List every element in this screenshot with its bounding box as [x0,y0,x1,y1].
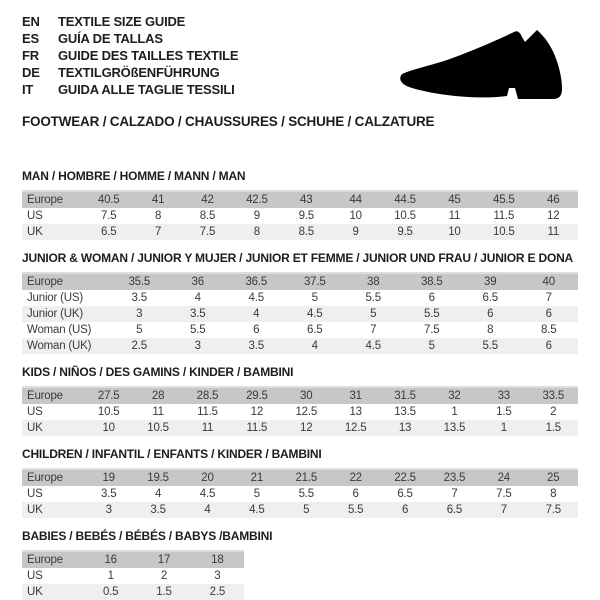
size-cell: 11 [183,420,232,436]
size-cell: 12 [282,420,331,436]
size-cell: 3.5 [133,502,182,518]
row-label: Europe [22,273,110,290]
language-code: IT [22,82,34,97]
size-cell: 7.5 [496,488,512,500]
size-cell: 1 [107,570,114,582]
size-cell: 46 [529,191,578,208]
size-cell: 29.5 [232,387,281,404]
size-cell: 3.5 [227,338,286,354]
size-cell: 37.5 [286,273,345,290]
size-cell: 10.5 [133,420,182,436]
size-cell: 6 [428,292,435,304]
table-row [22,502,578,518]
table-row [22,191,578,208]
size-cell: 5 [403,338,462,354]
size-cell: 3 [110,306,169,322]
section-title: CHILDREN / INFANTIL / ENFANTS / KINDER / BAMBINI [22,447,322,461]
size-cell: 1.5 [137,584,190,600]
table-row [22,208,578,224]
size-cell: 2 [160,570,168,582]
size-cell: 5.5 [190,324,206,336]
size-cell: 3.5 [169,306,228,322]
size-cell: 8 [550,488,557,500]
size-cell: 31.5 [380,387,429,404]
size-cell: 5 [344,306,403,322]
size-cell: 4.5 [232,502,281,518]
table-row [22,224,578,240]
size-cell: 7 [451,488,458,500]
size-cell: 1.5 [496,406,512,418]
size-cell: 3.5 [101,488,117,500]
size-cell: 6 [461,306,520,322]
size-cell: 8 [232,224,281,240]
size-cell: 10 [430,224,479,240]
size-cell: 11 [152,406,164,418]
size-cell: 32 [430,387,479,404]
table-row [22,322,578,338]
size-cell: 2 [550,406,557,418]
size-cell: 11.5 [197,406,218,418]
section-title: KIDS / NIÑOS / DES GAMINS / KINDER / BAMBINI [22,365,294,379]
size-section [22,530,578,600]
language-list [22,13,352,98]
size-section [22,366,578,436]
row-label: UK [22,224,84,240]
size-cell: 11.5 [493,210,515,222]
size-cell: 1 [479,420,528,436]
size-cell: 6.5 [397,488,413,500]
size-cell: 4.5 [199,488,216,500]
size-cell: 28.5 [183,387,232,404]
size-cell: 13 [349,406,362,418]
language-title: TEXTILGRÖßENFÜHRUNG [58,65,220,80]
size-cell: 6.5 [482,292,498,304]
shoe-icon [394,26,576,104]
size-cell: 5 [136,324,143,336]
size-cell: 1.5 [529,420,578,436]
size-cell: 9.5 [298,210,314,222]
size-cell: 6.5 [430,502,479,518]
size-cell: 12.5 [331,420,380,436]
size-cell: 33 [479,387,528,404]
size-cell: 18 [191,551,244,568]
size-table [22,550,244,600]
size-table [22,386,578,436]
size-cell: 17 [137,551,190,568]
row-label: US [27,570,43,582]
size-cell: 3 [84,502,133,518]
size-cell: 5.5 [331,502,380,518]
size-cell: 4.5 [248,292,264,304]
size-cell: 4 [286,338,345,354]
row-label: US [27,488,43,500]
size-cell: 7 [133,224,182,240]
language-row-es [22,30,352,47]
row-label: Woman (US) [27,324,92,336]
size-cell: 2.5 [110,338,169,354]
size-cell: 39 [461,273,520,290]
table-row [22,404,578,420]
table-row [22,469,578,486]
language-code: DE [22,65,40,80]
section-title: BABIES / BEBÉS / BÉBÉS / BABYS /BAMBINI [22,529,273,543]
size-cell: 19 [84,469,133,486]
size-cell: 3 [214,570,221,582]
section-title: MAN / HOMBRE / HOMME / MANN / MAN [22,169,246,183]
size-cell: 40.5 [84,191,133,208]
size-cell: 10 [84,420,133,436]
size-cell: 7.5 [529,502,578,518]
size-cell: 6 [352,488,359,500]
size-cell: 6.5 [307,324,323,336]
size-cell: 3 [169,338,228,354]
size-cell: 8.5 [199,210,216,222]
size-cell: 5.5 [403,306,462,322]
row-label: Woman (UK) [22,338,110,354]
size-cell: 2.5 [191,584,244,600]
size-cell: 5.5 [298,488,314,500]
size-cell: 6 [520,338,579,354]
size-cell: 7.5 [183,224,232,240]
size-cell: 11 [448,210,461,222]
size-cell: 13.5 [394,406,416,418]
row-label: Europe [22,387,84,404]
language-code: EN [22,14,40,29]
table-row [22,338,578,354]
table-row [22,290,578,306]
table-row [22,584,244,600]
size-cell: 12 [250,406,264,418]
size-cell: 4.5 [286,306,345,322]
size-cell: 44 [331,191,380,208]
size-cell: 5.5 [365,292,381,304]
language-title: GUÍA DE TALLAS [58,31,163,46]
row-label: Europe [22,469,84,486]
size-cell: 7.5 [424,324,440,336]
language-row-it [22,81,352,98]
size-cell: 4.5 [344,338,403,354]
size-cell: 5 [282,502,331,518]
size-cell: 6 [520,306,579,322]
table-row [22,486,578,502]
size-cell: 22 [331,469,380,486]
size-cell: 36 [169,273,228,290]
language-title: TEXTILE SIZE GUIDE [58,14,186,29]
size-section [22,448,578,518]
row-label: UK [22,584,84,600]
size-cell: 7.5 [101,210,117,222]
size-cell: 44.5 [380,191,429,208]
row-label: US [27,210,43,222]
size-cell: 3.5 [131,292,147,304]
size-cell: 9 [331,224,380,240]
size-cell: 5.5 [461,338,520,354]
size-cell: 9 [253,210,260,222]
size-cell: 1 [451,406,458,418]
size-cell: 41 [133,191,182,208]
size-cell: 8 [487,324,494,336]
size-cell: 45 [430,191,479,208]
category-title: FOOTWEAR / CALZADO / CHAUSSURES / SCHUHE / CALZATURE [22,114,435,129]
size-cell: 11 [529,224,578,240]
size-section [22,252,578,354]
size-cell: 30 [282,387,331,404]
size-cell: 6.5 [84,224,133,240]
size-cell: 23.5 [430,469,479,486]
size-cell: 8.5 [541,324,557,336]
size-cell: 13 [380,420,429,436]
size-cell: 10 [349,210,362,222]
table-row [22,568,244,584]
size-cell: 7 [479,502,528,518]
size-cell: 9.5 [380,224,429,240]
size-cell: 10.5 [394,210,416,222]
size-cell: 12 [547,210,560,222]
table-row [22,420,578,436]
size-cell: 28 [133,387,182,404]
row-label: Junior (UK) [22,306,110,322]
size-cell: 7 [370,324,377,336]
size-cell: 33.5 [529,387,578,404]
size-cell: 40 [520,273,579,290]
size-table [22,272,578,354]
size-cell: 25 [529,469,578,486]
size-cell: 43 [282,191,331,208]
size-cell: 19.5 [133,469,182,486]
size-tables-container [22,170,578,600]
language-title: GUIDA ALLE TAGLIE TESSILI [58,82,235,97]
size-cell: 0.5 [84,584,137,600]
size-cell: 42.5 [232,191,281,208]
section-title: JUNIOR & WOMAN / JUNIOR Y MUJER / JUNIOR ET FEMME / JUNIOR UND FRAU / JUNIOR E DONA [22,251,574,265]
row-label: UK [22,502,84,518]
size-cell: 27.5 [84,387,133,404]
size-cell: 20 [183,469,232,486]
language-row-fr [22,47,352,64]
table-row [22,551,244,568]
table-row [22,387,578,404]
size-table [22,190,578,240]
size-cell: 6 [253,324,260,336]
language-code: FR [22,48,39,63]
size-cell: 42 [183,191,232,208]
size-cell: 22.5 [380,469,429,486]
size-cell: 36.5 [227,273,286,290]
size-cell: 21.5 [282,469,331,486]
size-section [22,170,578,240]
size-cell: 4 [227,306,286,322]
size-cell: 8.5 [282,224,331,240]
size-cell: 12.5 [295,406,318,418]
size-cell: 38.5 [403,273,462,290]
language-code: ES [22,31,39,46]
table-row [22,306,578,322]
size-cell: 6 [380,502,429,518]
size-cell: 45.5 [479,191,528,208]
size-cell: 35.5 [110,273,169,290]
row-label: UK [22,420,84,436]
size-cell: 13.5 [430,420,479,436]
table-row [22,273,578,290]
language-row-de [22,64,352,81]
language-title: GUIDE DES TAILLES TEXTILE [58,48,239,63]
size-cell: 10.5 [97,406,120,418]
size-cell: 4 [154,488,162,500]
row-label: Europe [22,551,84,568]
size-cell: 7 [545,292,552,304]
size-cell: 10.5 [479,224,528,240]
row-label: Junior (US) [27,292,83,304]
language-row-en [22,13,352,30]
size-cell: 8 [154,210,162,222]
row-label: Europe [22,191,84,208]
size-cell: 21 [232,469,281,486]
size-table [22,468,578,518]
size-cell: 31 [331,387,380,404]
size-cell: 38 [344,273,403,290]
size-cell: 5 [311,292,318,304]
size-cell: 11.5 [232,420,281,436]
size-cell: 4 [194,292,201,304]
size-cell: 5 [253,488,260,500]
size-cell: 4 [183,502,232,518]
size-cell: 16 [84,551,137,568]
size-cell: 24 [479,469,528,486]
row-label: US [27,406,43,418]
